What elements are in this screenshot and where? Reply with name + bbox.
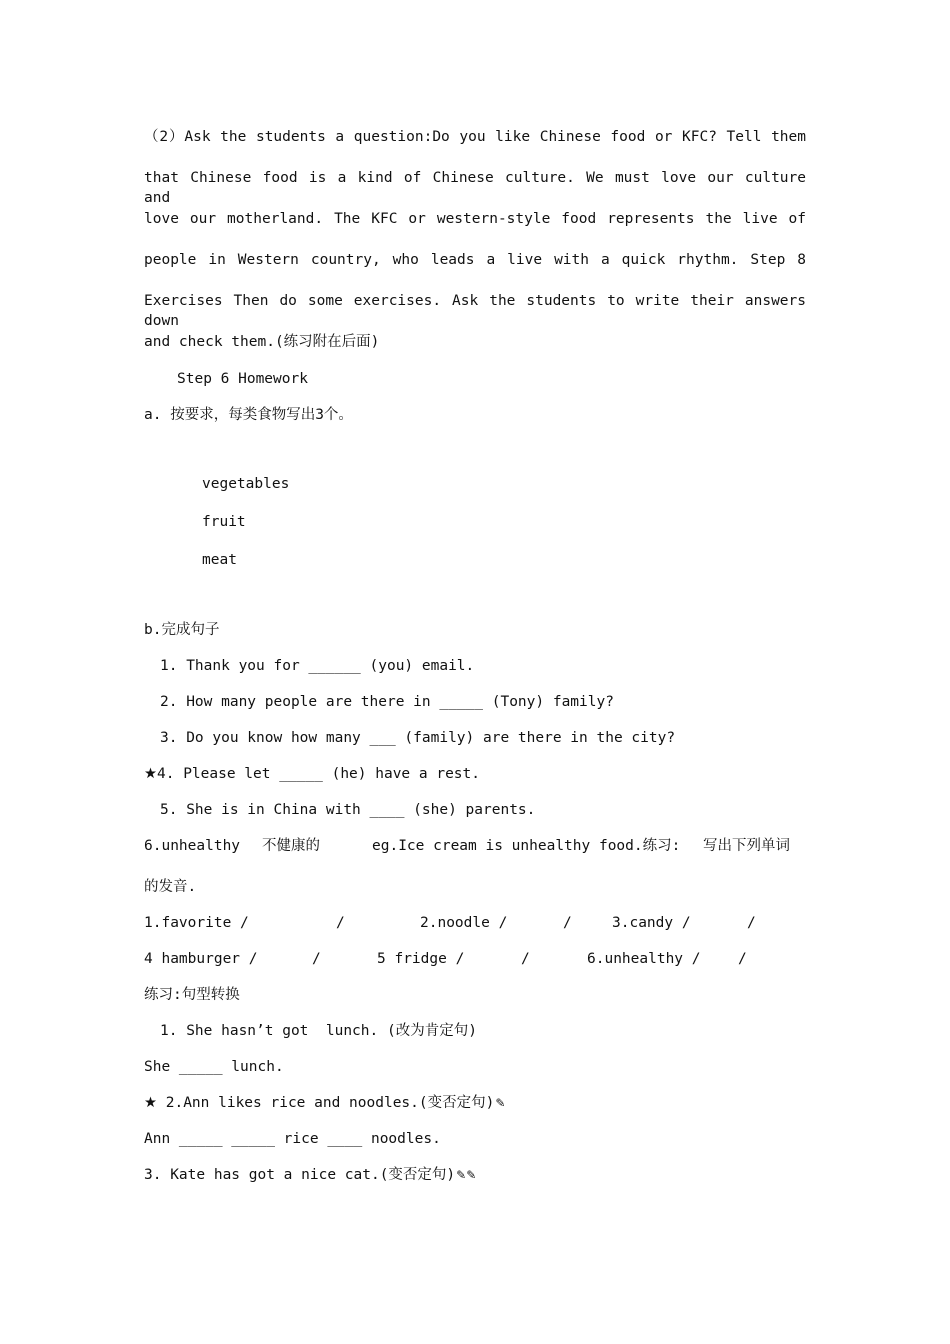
transform-heading: 练习:句型转换	[144, 987, 240, 1003]
section-a-heading: a. 按要求，每类食物写出3个。	[144, 407, 353, 423]
phonetic-item: 5 fridge /	[377, 951, 465, 967]
phonetic-slash: /	[336, 915, 345, 931]
paragraph-line: people in Western country, who leads a live with a quick rhythm. Step 8	[144, 252, 806, 268]
transform-question: 3. Kate has got a nice cat.(变否定句)✎✎	[144, 1167, 477, 1183]
star-icon: ★	[144, 766, 157, 782]
category-fruit: fruit	[202, 514, 246, 530]
transform-question: 1. She hasn’t got lunch. (改为肯定句)	[160, 1023, 477, 1039]
transform-question: ★ 2.Ann likes rice and noodles.(变否定句)✎	[144, 1095, 506, 1111]
vocab-example: eg.Ice cream is unhealthy food.练习:	[372, 838, 681, 854]
sentence-item: ★4. Please let _____ (he) have a rest.	[144, 766, 481, 782]
phonetic-slash: /	[521, 951, 530, 967]
paragraph-line: love our motherland. The KFC or western-style food represents the live of	[144, 211, 806, 227]
sentence-item: 1. Thank you for ______ (you) email.	[160, 658, 475, 674]
sentence-item: 5. She is in China with ____ (she) parents.	[160, 802, 536, 818]
phonetic-item: 3.candy /	[612, 915, 691, 931]
sentence-item: 2. How many people are there in _____ (Tony) family?	[160, 694, 614, 710]
vocab-meaning: 不健康的	[262, 838, 320, 854]
paragraph-line: and check them.(练习附在后面)	[144, 334, 380, 350]
scribble-icon: ✎✎	[456, 1168, 477, 1182]
section-b-heading: b.完成句子	[144, 622, 220, 638]
phonetics-instruction-cont: 的发音.	[144, 879, 197, 895]
phonetic-item: 1.favorite /	[144, 915, 249, 931]
paragraph-line: Exercises Then do some exercises. Ask the students to write their answers down	[144, 293, 806, 329]
phonetic-slash: /	[738, 951, 747, 967]
sentence-item: 3. Do you know how many ___ (family) are there in the city?	[160, 730, 676, 746]
star-icon: ★	[144, 1095, 157, 1111]
phonetics-instruction: 写出下列单词	[703, 838, 790, 854]
step-heading: Step 6 Homework	[177, 371, 308, 387]
paragraph-line: that Chinese food is a kind of Chinese culture. We must love our culture and	[144, 170, 806, 206]
category-meat: meat	[202, 552, 237, 568]
phonetic-item: 2.noodle /	[420, 915, 508, 931]
transform-answer: She _____ lunch.	[144, 1059, 284, 1075]
category-vegetables: vegetables	[202, 476, 290, 492]
phonetic-slash: /	[563, 915, 572, 931]
phonetic-item: 6.unhealthy /	[587, 951, 701, 967]
paragraph-line: （2）Ask the students a question:Do you like Chinese food or KFC? Tell them	[144, 129, 806, 145]
scribble-icon: ✎	[495, 1096, 506, 1110]
phonetic-item: 4 hamburger /	[144, 951, 258, 967]
phonetic-slash: /	[312, 951, 321, 967]
vocab-word: 6.unhealthy	[144, 838, 241, 854]
transform-answer: Ann _____ _____ rice ____ noodles.	[144, 1131, 441, 1147]
phonetic-slash: /	[747, 915, 756, 931]
